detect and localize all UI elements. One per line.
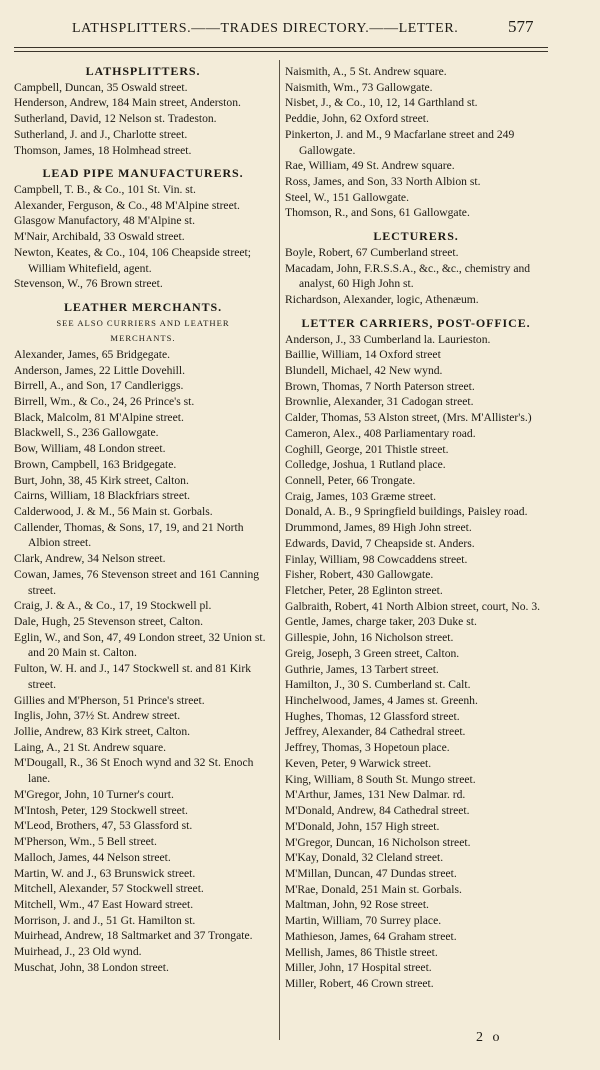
directory-entry: Thomson, James, 18 Holmhead street. bbox=[14, 143, 192, 157]
lead-pipe-list bbox=[14, 182, 272, 292]
directory-entry: Naismith, Wm., 73 Gallowgate. bbox=[285, 80, 433, 94]
directory-entry: Black, Malcolm, 81 M'Alpine street. bbox=[14, 410, 184, 424]
directory-entry: Drummond, James, 89 High John street. bbox=[285, 521, 472, 535]
directory-entry: Cowan, James, 76 Stevenson street and 161 Canning street. bbox=[14, 567, 260, 597]
section-title-lead-pipe: LEAD PIPE MANUFACTURERS. bbox=[42, 166, 244, 181]
directory-entry: Callender, Thomas, & Sons, 17, 19, and 21 North Albion street. bbox=[14, 520, 244, 550]
letter-carriers-list bbox=[285, 332, 547, 992]
directory-entry: Jeffrey, Thomas, 3 Hopetoun place. bbox=[285, 741, 450, 755]
directory-entry: Mellish, James, 86 Thistle street. bbox=[285, 945, 438, 959]
directory-entry: M'Gregor, Duncan, 16 Nicholson street. bbox=[285, 835, 471, 849]
directory-entry: M'Kay, Donald, 32 Cleland street. bbox=[285, 851, 444, 865]
directory-entry: Brown, Campbell, 163 Bridgegate. bbox=[14, 457, 177, 471]
directory-entry: M'Gregor, John, 10 Turner's court. bbox=[14, 787, 174, 801]
directory-entry: Keven, Peter, 9 Warwick street. bbox=[285, 756, 432, 770]
directory-entry: Dale, Hugh, 25 Stevenson street, Calton. bbox=[14, 615, 204, 628]
directory-entry: Muschat, John, 38 London street. bbox=[14, 960, 169, 974]
directory-entry: Steel, W., 151 Gallowgate. bbox=[285, 190, 409, 204]
directory-entry: Craig, James, 103 Græme street. bbox=[285, 489, 437, 503]
directory-entry: Gillies and M'Pherson, 51 Prince's street. bbox=[14, 693, 205, 707]
header-rule bbox=[14, 47, 548, 48]
directory-entry: Cameron, Alex., 408 Parliamentary road. bbox=[285, 426, 476, 440]
directory-entry: Calderwood, J. & M., 56 Main st. Gorbals. bbox=[14, 504, 213, 518]
directory-entry: M'Dougall, R., 36 St Enoch wynd and 32 St. Enoch lane. bbox=[14, 756, 254, 786]
directory-entry: Miller, Robert, 46 Crown street. bbox=[285, 976, 434, 990]
directory-entry: Henderson, Andrew, 184 Main street, Anderston. bbox=[14, 96, 241, 110]
directory-entry: Peddie, John, 62 Oxford street. bbox=[285, 112, 429, 126]
right-column bbox=[285, 64, 547, 992]
directory-entry: Gentle, James, charge taker, 203 Duke st. bbox=[285, 615, 477, 629]
directory-entry: Glasgow Manufactory, 48 M'Alpine st. bbox=[14, 214, 196, 228]
page-number: 577 bbox=[508, 17, 534, 36]
section-title-leather: LEATHER MERCHANTS. bbox=[64, 300, 222, 315]
directory-entry: Campbell, Duncan, 35 Oswald street. bbox=[14, 80, 188, 94]
directory-entry: Cairns, William, 18 Blackfriars street. bbox=[14, 489, 191, 503]
directory-entry: Sutherland, David, 12 Nelson st. Tradeston. bbox=[14, 112, 217, 126]
directory-entry: Alexander, James, 65 Bridgegate. bbox=[14, 347, 171, 361]
directory-entry: Laing, A., 21 St. Andrew square. bbox=[14, 740, 166, 754]
leather-note-line-1: SEE ALSO CURRIERS AND LEATHER bbox=[56, 317, 230, 328]
directory-entry: Sutherland, J. and J., Charlotte street. bbox=[14, 127, 188, 141]
directory-entry: Campbell, T. B., & Co., 101 St. Vin. st. bbox=[14, 183, 196, 197]
directory-entry: M'Rae, Donald, 251 Main st. Gorbals. bbox=[285, 882, 462, 896]
directory-entry: Mitchell, Alexander, 57 Stockwell street. bbox=[14, 882, 204, 896]
directory-entry: Finlay, William, 98 Cowcaddens street. bbox=[285, 552, 468, 566]
signature-mark: 2 o bbox=[476, 1030, 503, 1045]
directory-entry: M'Arthur, James, 131 New Dalmar. rd. bbox=[285, 788, 466, 802]
directory-entry: Hughes, Thomas, 12 Glassford street. bbox=[285, 709, 460, 723]
directory-entry: Greig, Joseph, 3 Green street, Calton. bbox=[285, 646, 460, 660]
directory-entry: M'Pherson, Wm., 5 Bell street. bbox=[14, 835, 157, 849]
directory-entry: Morrison, J. and J., 51 Gt. Hamilton st. bbox=[14, 913, 196, 927]
directory-entry: Birrell, Wm., & Co., 24, 26 Prince's st. bbox=[14, 394, 195, 408]
directory-entry: Naismith, A., 5 St. Andrew square. bbox=[285, 65, 447, 78]
directory-entry: Donald, A. B., 9 Springfield buildings, Paisley road. bbox=[285, 505, 528, 519]
running-header bbox=[0, 17, 600, 43]
header-title: LATHSPLITTERS.——TRADES DIRECTORY.——LETTER. bbox=[72, 21, 459, 36]
directory-entry: Clark, Andrew, 34 Nelson street. bbox=[14, 552, 166, 566]
directory-entry: M'Nair, Archibald, 33 Oswald street. bbox=[14, 230, 185, 244]
directory-entry: Rae, William, 49 St. Andrew square. bbox=[285, 159, 455, 173]
directory-entry: M'Intosh, Peter, 129 Stockwell street. bbox=[14, 803, 188, 817]
directory-entry: Malloch, James, 44 Nelson street. bbox=[14, 850, 171, 864]
directory-entry: Gillespie, John, 16 Nicholson street. bbox=[285, 631, 454, 645]
directory-entry: Craig, J. & A., & Co., 17, 19 Stockwell pl. bbox=[14, 599, 212, 613]
directory-entry: Blundell, Michael, 42 New wynd. bbox=[285, 363, 443, 377]
directory-entry: Blackwell, S., 236 Gallowgate. bbox=[14, 426, 159, 440]
directory-entry: King, William, 8 South St. Mungo street. bbox=[285, 772, 476, 786]
directory-entry: Coghill, George, 201 Thistle street. bbox=[285, 442, 449, 456]
directory-entry: Edwards, David, 7 Cheapside st. Anders. bbox=[285, 536, 475, 550]
directory-entry: Hinchelwood, James, 4 James st. Greenh. bbox=[285, 694, 478, 708]
directory-entry: Connell, Peter, 66 Trongate. bbox=[285, 473, 416, 487]
directory-entry: Inglis, John, 37½ St. Andrew street. bbox=[14, 709, 181, 723]
directory-entry: Alexander, Ferguson, & Co., 48 M'Alpine street. bbox=[14, 198, 240, 212]
section-title-letter-carriers: LETTER CARRIERS, POST-OFFICE. bbox=[301, 315, 531, 330]
lathsplitters-list bbox=[14, 80, 272, 159]
directory-entry: Colledge, Joshua, 1 Rutland place. bbox=[285, 458, 446, 472]
leather-continued-list bbox=[285, 64, 547, 221]
directory-entry: Maltman, John, 92 Rose street. bbox=[285, 898, 429, 912]
leather-note-line-2: MERCHANTS. bbox=[110, 332, 176, 343]
directory-entry: Jollie, Andrew, 83 Kirk street, Calton. bbox=[14, 725, 191, 739]
left-column bbox=[14, 64, 272, 976]
directory-entry: Brown, Thomas, 7 North Paterson street. bbox=[285, 379, 475, 393]
directory-entry: M'Millan, Duncan, 47 Dundas street. bbox=[285, 866, 457, 880]
directory-entry: Guthrie, James, 13 Tarbert street. bbox=[285, 662, 439, 676]
directory-entry: Boyle, Robert, 67 Cumberland street. bbox=[285, 245, 459, 259]
directory-entry: Fisher, Robert, 430 Gallowgate. bbox=[285, 568, 434, 582]
directory-entry: M'Donald, Andrew, 84 Cathedral street. bbox=[285, 804, 470, 818]
directory-entry: Hamilton, J., 30 S. Cumberland st. Calt. bbox=[285, 678, 471, 692]
lecturers-list bbox=[285, 245, 547, 308]
directory-entry: Mathieson, James, 64 Graham street. bbox=[285, 929, 457, 943]
directory-entry: Thomson, R., and Sons, 61 Gallowgate. bbox=[285, 206, 470, 220]
directory-entry: Brownlie, Alexander, 31 Cadogan street. bbox=[285, 395, 474, 409]
directory-entry: Macadam, John, F.R.S.S.A., &c., &c., chemistry and analyst, 60 High John st. bbox=[285, 261, 531, 291]
directory-entry: M'Leod, Brothers, 47, 53 Glassford st. bbox=[14, 819, 193, 833]
directory-entry: Newton, Keates, & Co., 104, 106 Cheapside street; William Whitefield, agent. bbox=[14, 245, 251, 275]
directory-entry: Stevenson, W., 76 Brown street. bbox=[14, 277, 163, 291]
directory-entry: M'Donald, John, 157 High street. bbox=[285, 819, 440, 833]
directory-entry: Martin, William, 70 Surrey place. bbox=[285, 914, 442, 928]
directory-entry: Bow, William, 48 London street. bbox=[14, 442, 166, 456]
directory-entry: Anderson, James, 22 Little Dovehill. bbox=[14, 363, 185, 377]
section-title-lecturers: LECTURERS. bbox=[373, 229, 459, 244]
directory-entry: Ross, James, and Son, 33 North Albion st. bbox=[285, 175, 481, 189]
directory-entry: Nisbet, J., & Co., 10, 12, 14 Garthland st. bbox=[285, 96, 478, 110]
directory-entry: Muirhead, J., 23 Old wynd. bbox=[14, 945, 142, 959]
directory-entry: Birrell, A., and Son, 17 Candleriggs. bbox=[14, 379, 184, 393]
directory-entry: Galbraith, Robert, 41 North Albion street, court, No. 3. bbox=[285, 599, 541, 613]
column-divider bbox=[279, 60, 280, 1040]
header-rule-second bbox=[14, 51, 548, 52]
directory-entry: Fletcher, Peter, 28 Eglinton street. bbox=[285, 584, 443, 597]
directory-entry: Anderson, J., 33 Cumberland la. Laurieston. bbox=[285, 332, 491, 346]
directory-entry: Pinkerton, J. and M., 9 Macfarlane street and 249 Gallowgate. bbox=[285, 127, 515, 157]
directory-entry: Jeffrey, Alexander, 84 Cathedral street. bbox=[285, 725, 466, 739]
section-title-lathsplitters: LATHSPLITTERS. bbox=[85, 64, 201, 78]
directory-entry: Calder, Thomas, 53 Alston street, (Mrs. M'Allister's.) bbox=[285, 411, 532, 425]
directory-entry: Eglin, W., and Son, 47, 49 London street, 32 Union st. and 20 Main st. Calton. bbox=[14, 630, 266, 660]
directory-entry: Mitchell, Wm., 47 East Howard street. bbox=[14, 897, 194, 911]
directory-entry: Richardson, Alexander, logic, Athenæum. bbox=[285, 293, 479, 307]
directory-entry: Baillie, William, 14 Oxford street bbox=[285, 348, 441, 362]
directory-entry: Miller, John, 17 Hospital street. bbox=[285, 961, 432, 975]
directory-entry: Burt, John, 38, 45 Kirk street, Calton. bbox=[14, 473, 189, 487]
directory-entry: Fulton, W. H. and J., 147 Stockwell st. and 81 Kirk street. bbox=[14, 662, 252, 691]
leather-list bbox=[14, 347, 272, 976]
directory-entry: Martin, W. and J., 63 Brunswick street. bbox=[14, 866, 196, 880]
directory-entry: Muirhead, Andrew, 18 Saltmarket and 37 Trongate. bbox=[14, 929, 253, 943]
